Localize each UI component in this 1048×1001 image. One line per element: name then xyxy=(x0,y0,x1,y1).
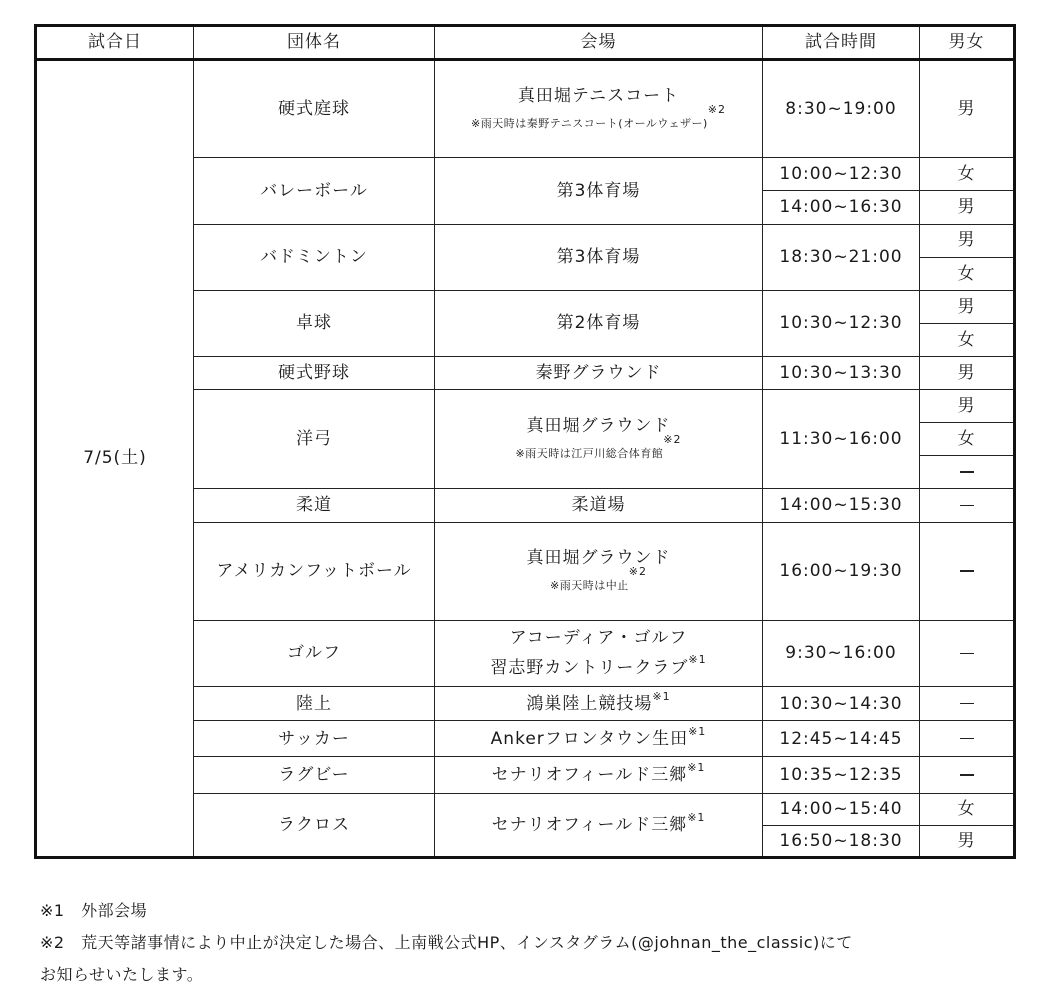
venue-cell xyxy=(435,60,763,158)
time-cell: 14:00~15:30 xyxy=(763,489,920,522)
venue-cell xyxy=(435,620,763,686)
note-mark: ※1 xyxy=(652,689,671,703)
time-cell: 14:00~16:30 xyxy=(763,191,920,224)
time-cell: 18:30~21:00 xyxy=(763,224,920,290)
note-mark: ※2 xyxy=(707,102,726,116)
venue-cell xyxy=(435,687,763,721)
team-cell: 洋弓 xyxy=(194,390,435,489)
dash-mark xyxy=(960,703,974,705)
rain-note: ※雨天時は江戸川総合体育館 xyxy=(515,446,664,460)
header-gender: 男女 xyxy=(920,26,1015,60)
team-cell: 硬式野球 xyxy=(194,357,435,390)
team-cell: ラクロス xyxy=(194,793,435,857)
schedule-table xyxy=(34,24,1016,859)
gender-cell xyxy=(920,687,1015,721)
venue-name: 鴻巣陸上競技場 xyxy=(526,693,653,714)
venue-cell: 第2体育場 xyxy=(435,290,763,356)
time-cell: 10:30~14:30 xyxy=(763,687,920,721)
venue-cell: 秦野グラウンド xyxy=(435,357,763,390)
footnote-1: ※1 外部会場 xyxy=(40,901,148,920)
gender-cell: 女 xyxy=(920,323,1015,356)
venue-name: 真田堀グラウンド xyxy=(526,548,671,569)
gender-cell: 女 xyxy=(920,423,1015,456)
gender-cell: 女 xyxy=(920,793,1015,825)
header-time: 試合時間 xyxy=(763,26,920,60)
gender-cell xyxy=(920,522,1015,620)
time-cell: 14:00~15:40 xyxy=(763,793,920,825)
gender-cell: 男 xyxy=(920,825,1015,857)
team-cell: アメリカンフットボール xyxy=(194,522,435,620)
note-mark: ※1 xyxy=(688,652,707,666)
time-cell: 12:45~14:45 xyxy=(763,721,920,757)
gender-cell xyxy=(920,456,1015,489)
venue-cell xyxy=(435,390,763,489)
time-cell: 10:30~13:30 xyxy=(763,357,920,390)
venue-name: 真田堀グラウンド xyxy=(526,416,671,437)
team-cell: サッカー xyxy=(194,721,435,757)
rain-note: ※雨天時は秦野テニスコート(オールウェザー) xyxy=(471,116,708,130)
time-cell: 9:30~16:00 xyxy=(763,620,920,686)
team-cell: バドミントン xyxy=(194,224,435,290)
team-cell: 卓球 xyxy=(194,290,435,356)
gender-cell: 女 xyxy=(920,257,1015,290)
venue-name-line2: 習志野カントリークラブ xyxy=(490,657,689,678)
team-cell: ゴルフ xyxy=(194,620,435,686)
venue-cell: 柔道場 xyxy=(435,489,763,522)
note-mark: ※1 xyxy=(687,810,706,824)
time-cell: 10:00~12:30 xyxy=(763,158,920,191)
dash-mark xyxy=(960,738,974,740)
note-mark: ※2 xyxy=(628,564,647,578)
venue-name: セナリオフィールド三郷 xyxy=(491,764,688,785)
team-cell: バレーボール xyxy=(194,158,435,224)
venue-name: 真田堀テニスコート xyxy=(517,86,680,107)
time-cell: 16:00~19:30 xyxy=(763,522,920,620)
dash-mark xyxy=(960,570,974,572)
time-cell: 16:50~18:30 xyxy=(763,825,920,857)
venue-cell: 第3体育場 xyxy=(435,158,763,224)
time-cell: 10:30~12:30 xyxy=(763,290,920,356)
gender-cell xyxy=(920,489,1015,522)
dash-mark xyxy=(960,774,974,776)
gender-cell: 男 xyxy=(920,357,1015,390)
venue-cell: 第3体育場 xyxy=(435,224,763,290)
gender-cell xyxy=(920,721,1015,757)
venue-cell xyxy=(435,793,763,857)
match-date-cell xyxy=(36,60,194,858)
team-cell: 柔道 xyxy=(194,489,435,522)
header-venue: 会場 xyxy=(435,26,763,60)
footnote-2-line2: お知らせいたします。 xyxy=(40,965,204,984)
time-cell: 10:35~12:35 xyxy=(763,757,920,793)
footnote-2-line1: ※2 荒天等諸事情により中止が決定した場合、上南戦公式HP、インスタグラム(@johnan_the_classic)にて xyxy=(40,933,853,952)
table-row xyxy=(36,60,1015,158)
venue-cell xyxy=(435,757,763,793)
time-cell: 8:30~19:00 xyxy=(763,60,920,158)
venue-name-line1: アコーディア・ゴルフ xyxy=(509,627,688,648)
dash-mark xyxy=(960,471,974,473)
note-mark: ※1 xyxy=(687,760,706,774)
header-date: 試合日 xyxy=(36,26,194,60)
note-mark: ※1 xyxy=(688,724,707,738)
gender-cell: 男 xyxy=(920,224,1015,257)
venue-name: セナリオフィールド三郷 xyxy=(491,814,688,835)
header-row xyxy=(36,26,1015,60)
dash-mark xyxy=(960,505,974,507)
gender-cell: 女 xyxy=(920,158,1015,191)
gender-cell xyxy=(920,620,1015,686)
header-team: 団体名 xyxy=(194,26,435,60)
gender-cell: 男 xyxy=(920,390,1015,423)
venue-cell xyxy=(435,522,763,620)
team-cell: 硬式庭球 xyxy=(194,60,435,158)
match-date: 7/5(土) xyxy=(83,448,147,469)
gender-cell xyxy=(920,757,1015,793)
gender-cell: 男 xyxy=(920,191,1015,224)
time-cell: 11:30~16:00 xyxy=(763,390,920,489)
venue-cell xyxy=(435,721,763,757)
team-cell: ラグビー xyxy=(194,757,435,793)
venue-name: Ankerフロンタウン生田 xyxy=(490,728,689,749)
note-mark: ※2 xyxy=(663,432,682,446)
rain-note: ※雨天時は中止 xyxy=(550,578,629,592)
dash-mark xyxy=(960,653,974,655)
gender-cell: 男 xyxy=(920,60,1015,158)
gender-cell: 男 xyxy=(920,290,1015,323)
team-cell: 陸上 xyxy=(194,687,435,721)
